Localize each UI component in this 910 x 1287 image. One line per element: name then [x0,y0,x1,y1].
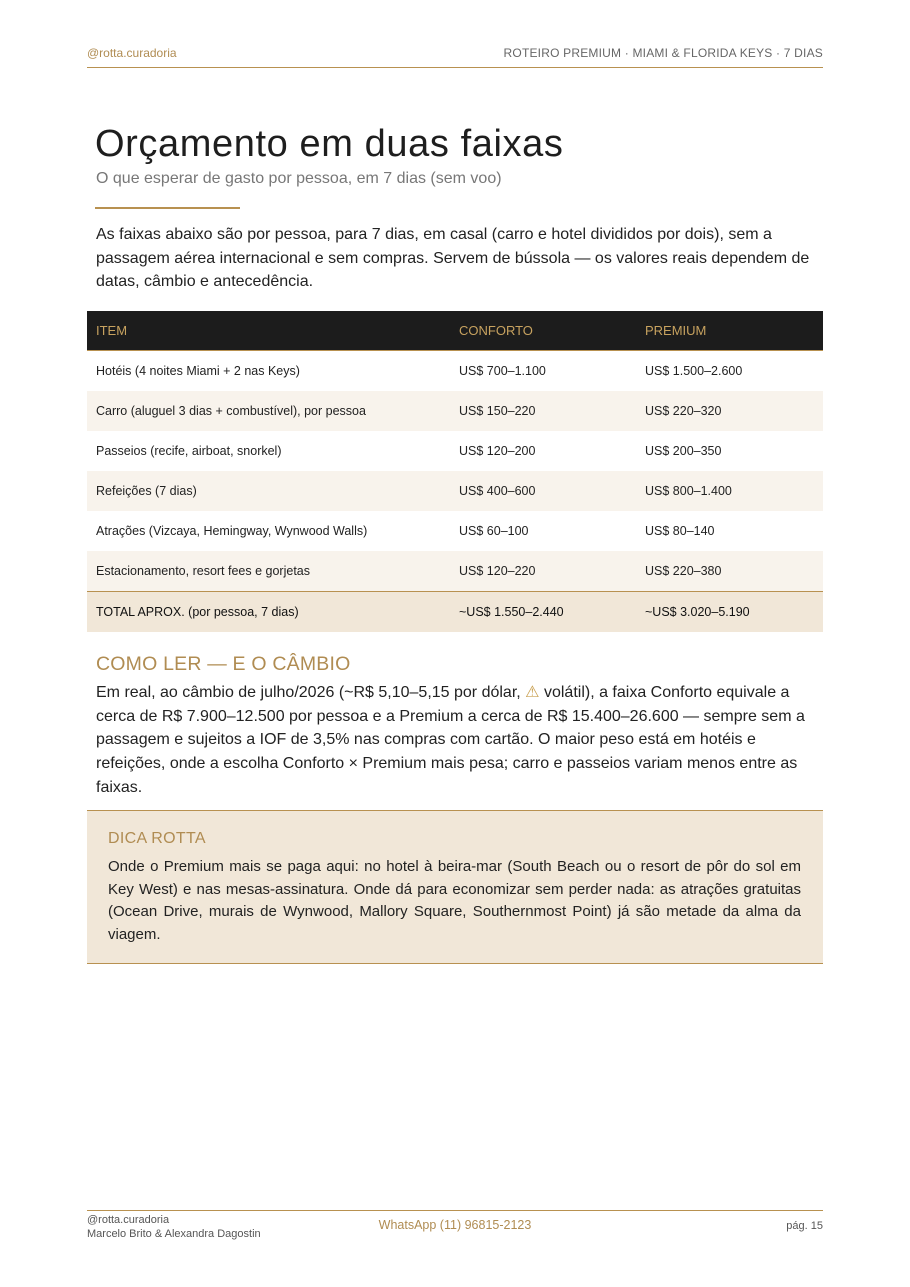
section-text-start: Em real, ao câmbio de julho/2026 (~R$ 5,10–5,15 por dólar, [96,684,526,701]
total-conforto: ~US$ 1.550–2.440 [450,592,636,633]
table-row [87,351,823,392]
cell-conforto: US$ 700–1.100 [459,364,546,378]
section-paragraph [96,681,818,800]
cell-premium: US$ 220–320 [636,391,823,431]
budget-table [87,311,823,632]
total-premium: ~US$ 3.020–5.190 [636,592,823,633]
tip-body: Onde o Premium mais se paga aqui: no hotel à beira-mar (South Beach ou o resort de pôr do sol em Key West) e nas mesas-assinatura. Onde dá para economizar sem perder nada: as atrações gratuitas (Ocean Drive, murais de Wynwood, Mallory Square, Southernmost Point) já são metade da alma da viagem. [108,858,801,943]
cell-item: Carro (aluguel 3 dias + combustível), por pessoa [87,391,450,431]
page-subtitle: O que esperar de gasto por pessoa, em 7 dias (sem voo) [96,170,502,187]
column-header-item: ITEM [87,311,450,351]
cell-conforto: US$ 400–600 [450,471,636,511]
warning-icon: ⚠ [525,684,540,701]
page-title: Orçamento em duas faixas [95,123,564,165]
footer-whatsapp-link[interactable]: WhatsApp (11) 96815-2123 [378,1218,532,1232]
table-row [87,471,823,511]
cell-conforto: US$ 120–220 [450,551,636,592]
cell-premium: US$ 1.500–2.600 [645,364,743,378]
title-divider [95,207,240,209]
cell-item: Hotéis (4 noites Miami + 2 nas Keys) [96,364,300,378]
tip-box [87,810,823,964]
page-number: pág. 15 [786,1220,823,1232]
cell-conforto: US$ 120–200 [459,444,536,458]
cell-premium: US$ 800–1.400 [636,471,823,511]
cell-premium: US$ 220–380 [636,551,823,592]
page-header [87,46,823,68]
cell-premium: US$ 200–350 [645,444,722,458]
table-row [87,551,823,592]
column-header-conforto: CONFORTO [450,311,636,351]
header-brand: @rotta.curadoria [87,46,177,60]
cell-item: Passeios (recife, airboat, snorkel) [96,444,282,458]
cell-premium: US$ 80–140 [645,524,715,538]
tip-title: DICA ROTTA [108,830,206,847]
cell-conforto: US$ 150–220 [450,391,636,431]
table-row [87,511,823,551]
page-footer [87,1210,823,1245]
footer-authors: Marcelo Brito & Alexandra Dagostin [87,1228,261,1240]
total-label: TOTAL APROX. (por pessoa, 7 dias) [87,592,450,633]
cell-item: Estacionamento, resort fees e gorjetas [87,551,450,592]
table-total-row [87,592,823,633]
table-row [87,391,823,431]
cell-item: Refeições (7 dias) [87,471,450,511]
cell-conforto: US$ 60–100 [459,524,529,538]
table-header-row [87,311,823,351]
column-header-premium: PREMIUM [636,311,823,351]
header-doc-title: ROTEIRO PREMIUM · MIAMI & FLORIDA KEYS · 7 DIAS [503,46,823,60]
footer-brand: @rotta.curadoria [87,1214,170,1226]
section-text-end: volátil), a faixa Conforto equivale a cerca de R$ 7.900–12.500 por pessoa e a Premium a cerca de R$ 15.400–26.600 — sempre sem a passagem e sujeitos a IOF de 3,5% nas compras com cartão. O maior peso está em hotéis e refeições, onde a escolha Conforto × Premium mais pesa; carro e passeios variam menos entre as faixas. [96,684,805,796]
section-title: COMO LER — E O CÂMBIO [96,653,351,675]
intro-paragraph: As faixas abaixo são por pessoa, para 7 dias, em casal (carro e hotel divididos por dois), sem a passagem aérea internacional e sem compras. Servem de bússola — os valores reais dependem de datas, câmbio e antecedência. [96,226,810,291]
table-row [87,431,823,471]
cell-item: Atrações (Vizcaya, Hemingway, Wynwood Walls) [96,524,368,538]
